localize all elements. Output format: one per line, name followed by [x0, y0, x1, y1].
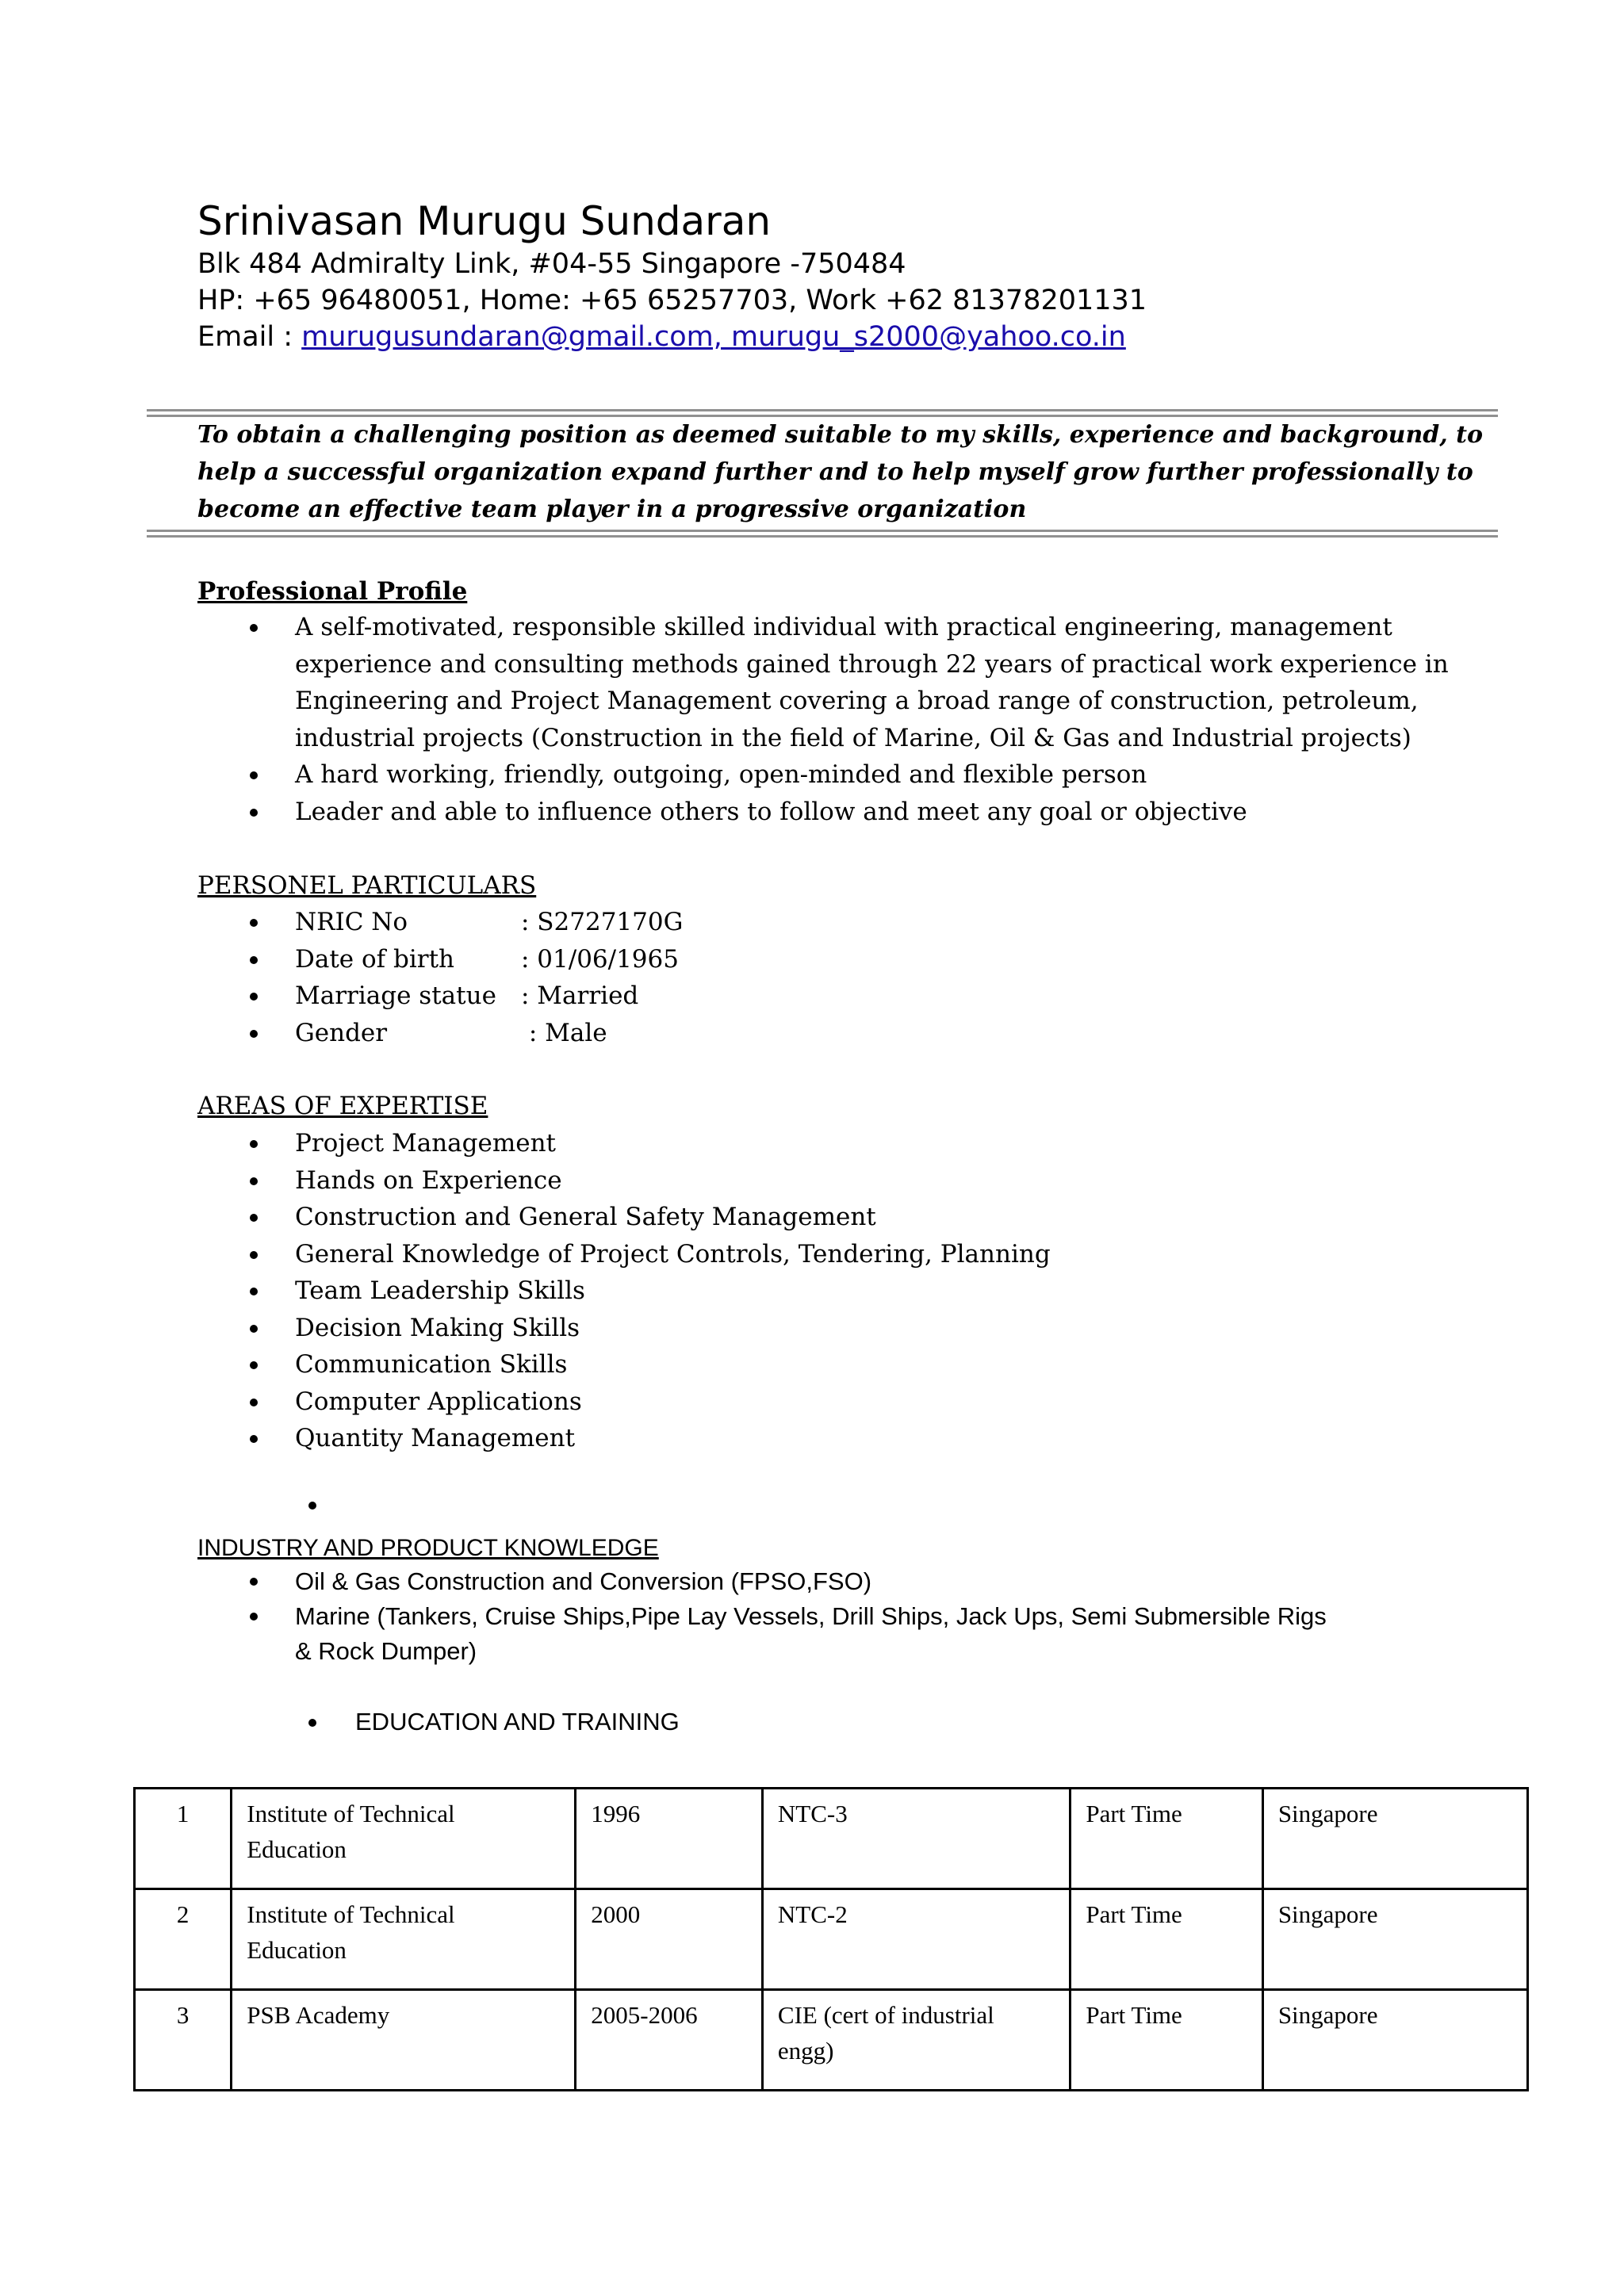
- list-item: [197, 794, 1624, 831]
- bullet-icon: [250, 919, 258, 927]
- list-item-text: General Knowledge of Project Controls, Tendering, Planning: [295, 1239, 1051, 1269]
- list-item-text: Leader and able to influence others to follow and meet any goal or objective: [295, 797, 1247, 826]
- year-cell: 2005-2006: [576, 1990, 763, 2091]
- bullet-icon: [250, 1578, 258, 1586]
- field-label: Date of birth: [295, 944, 454, 974]
- email-label: Email :: [197, 321, 302, 353]
- institution-cell: Institute of Technical Education: [232, 1789, 576, 1889]
- list-item: [197, 904, 683, 941]
- address-line: Blk 484 Admiralty Link, #04-55 Singapore -750484: [197, 248, 906, 280]
- bullet-icon: [250, 1140, 258, 1148]
- bullet-icon: [250, 1325, 258, 1333]
- mode-cell: Part Time: [1071, 1990, 1262, 2091]
- list-item: [197, 1564, 1327, 1599]
- phone-line: HP: +65 96480051, Home: +65 65257703, Work +62 81378201131: [197, 285, 1147, 316]
- bullet-icon: [250, 1399, 258, 1406]
- list-item: [197, 1015, 683, 1052]
- table-row: [135, 1990, 1528, 2091]
- list-item-text: Communication Skills: [295, 1350, 568, 1379]
- bullet-icon: [250, 624, 258, 632]
- section-title-personal-particulars: PERSONEL PARTICULARS: [197, 871, 537, 900]
- row-number: 1: [135, 1789, 232, 1889]
- list-item-text: Hands on Experience: [295, 1165, 562, 1195]
- list-item-text: Project Management: [295, 1129, 556, 1158]
- field-label: Marriage statue: [295, 982, 496, 1010]
- objective-line: To obtain a challenging position as deemed suitable to my skills, experience and background, to: [197, 421, 1484, 449]
- field-label: NRIC No: [295, 908, 408, 936]
- list-item-text: Team Leadership Skills: [295, 1276, 585, 1305]
- list-item: [197, 1383, 1051, 1421]
- list-item: [197, 1599, 1327, 1669]
- industry-list: [197, 1564, 1327, 1669]
- table-row: [135, 1789, 1528, 1889]
- professional-profile-list: [197, 609, 1624, 830]
- candidate-name: Srinivasan Murugu Sundaran: [197, 198, 772, 244]
- list-item: [197, 1199, 1051, 1236]
- year-cell: 1996: [576, 1789, 763, 1889]
- expertise-list: [197, 1125, 1051, 1457]
- bullet-icon: [250, 1177, 258, 1185]
- bullet-icon: [250, 771, 258, 779]
- bullet-icon: [250, 1251, 258, 1259]
- bullet-icon: [250, 1288, 258, 1295]
- list-item: [197, 1420, 1051, 1457]
- bullet-icon: [250, 993, 258, 1001]
- field-value: : Married: [521, 982, 639, 1010]
- list-item-text: Computer Applications: [295, 1387, 582, 1416]
- list-item: [197, 1162, 1051, 1200]
- objective-statement: [197, 416, 1484, 528]
- bullet-icon: [250, 1613, 258, 1621]
- row-number: 3: [135, 1990, 232, 2091]
- location-cell: Singapore: [1262, 1789, 1527, 1889]
- field-label: Gender: [295, 1018, 388, 1047]
- list-item: [197, 1125, 1051, 1162]
- list-item: [197, 609, 1624, 756]
- course-cell: NTC-2: [762, 1889, 1070, 1990]
- list-item-text: A hard working, friendly, outgoing, open-minded and flexible person: [295, 760, 1147, 789]
- personal-particulars-list: [197, 904, 683, 1051]
- objective-line: help a successful organization expand further and to help myself grow further professionally to: [197, 458, 1473, 486]
- list-item-line: A self-motivated, responsible skilled individual with practical engineering, management: [295, 613, 1392, 641]
- bullet-icon: [250, 1030, 258, 1038]
- institution-cell: Institute of Technical Education: [232, 1889, 576, 1990]
- section-title-industry-knowledge: INDUSTRY AND PRODUCT KNOWLEDGE: [197, 1535, 659, 1561]
- bullet-icon: [308, 1502, 316, 1510]
- email-link[interactable]: murugusundaran@gmail.com, murugu_s2000@yahoo.co.in: [301, 321, 1126, 353]
- list-item: [197, 1346, 1051, 1383]
- bullet-icon: [250, 956, 258, 964]
- education-table: [133, 1787, 1529, 2091]
- list-item: [197, 978, 683, 1015]
- course-cell: NTC-3: [762, 1789, 1070, 1889]
- table-row: [135, 1889, 1528, 1990]
- list-item-line: & Rock Dumper): [295, 1637, 477, 1665]
- list-item-text: Decision Making Skills: [295, 1313, 580, 1342]
- list-item-text: Construction and General Safety Management: [295, 1203, 876, 1231]
- mode-cell: Part Time: [1071, 1789, 1262, 1889]
- bullet-icon: [250, 1361, 258, 1369]
- objective-bottom-rule: [147, 530, 1498, 538]
- year-cell: 2000: [576, 1889, 763, 1990]
- section-title-professional-profile: Professional Profile: [197, 577, 468, 606]
- list-item-line: Engineering and Project Management covering a broad range of construction, petroleum,: [295, 687, 1419, 715]
- field-value: : Male: [521, 1018, 607, 1047]
- list-item: [197, 1310, 1051, 1347]
- institution-cell: PSB Academy: [232, 1990, 576, 2091]
- bullet-icon: [250, 1435, 258, 1443]
- location-cell: Singapore: [1262, 1889, 1527, 1990]
- list-item-line: industrial projects (Construction in the field of Marine, Oil & Gas and Industrial projects): [295, 723, 1411, 752]
- section-title-education: EDUCATION AND TRAINING: [355, 1708, 680, 1735]
- course-cell: CIE (cert of industrial engg): [762, 1990, 1070, 2091]
- email-line: [197, 319, 1147, 355]
- row-number: 2: [135, 1889, 232, 1990]
- objective-line: become an effective team player in a progressive organization: [197, 496, 1027, 523]
- list-item: [197, 941, 683, 978]
- contact-header: [197, 197, 1147, 355]
- list-item-text: Quantity Management: [295, 1424, 576, 1452]
- section-title-areas-of-expertise: AREAS OF EXPERTISE: [197, 1092, 488, 1120]
- bullet-icon: [308, 1719, 316, 1727]
- list-item: [197, 756, 1624, 794]
- list-item: [197, 1236, 1051, 1273]
- list-item-line: experience and consulting methods gained through 22 years of practical work experience in: [295, 649, 1449, 679]
- list-item: [197, 1272, 1051, 1310]
- list-item-text: Oil & Gas Construction and Conversion (FPSO,FSO): [295, 1567, 872, 1595]
- field-value: : S2727170G: [521, 908, 684, 936]
- field-value: : 01/06/1965: [521, 944, 679, 974]
- list-item-line: Marine (Tankers, Cruise Ships,Pipe Lay Vessels, Drill Ships, Jack Ups, Semi Submersible Rigs: [295, 1602, 1327, 1630]
- mode-cell: Part Time: [1071, 1889, 1262, 1990]
- bullet-icon: [250, 809, 258, 817]
- location-cell: Singapore: [1262, 1990, 1527, 2091]
- bullet-icon: [250, 1214, 258, 1222]
